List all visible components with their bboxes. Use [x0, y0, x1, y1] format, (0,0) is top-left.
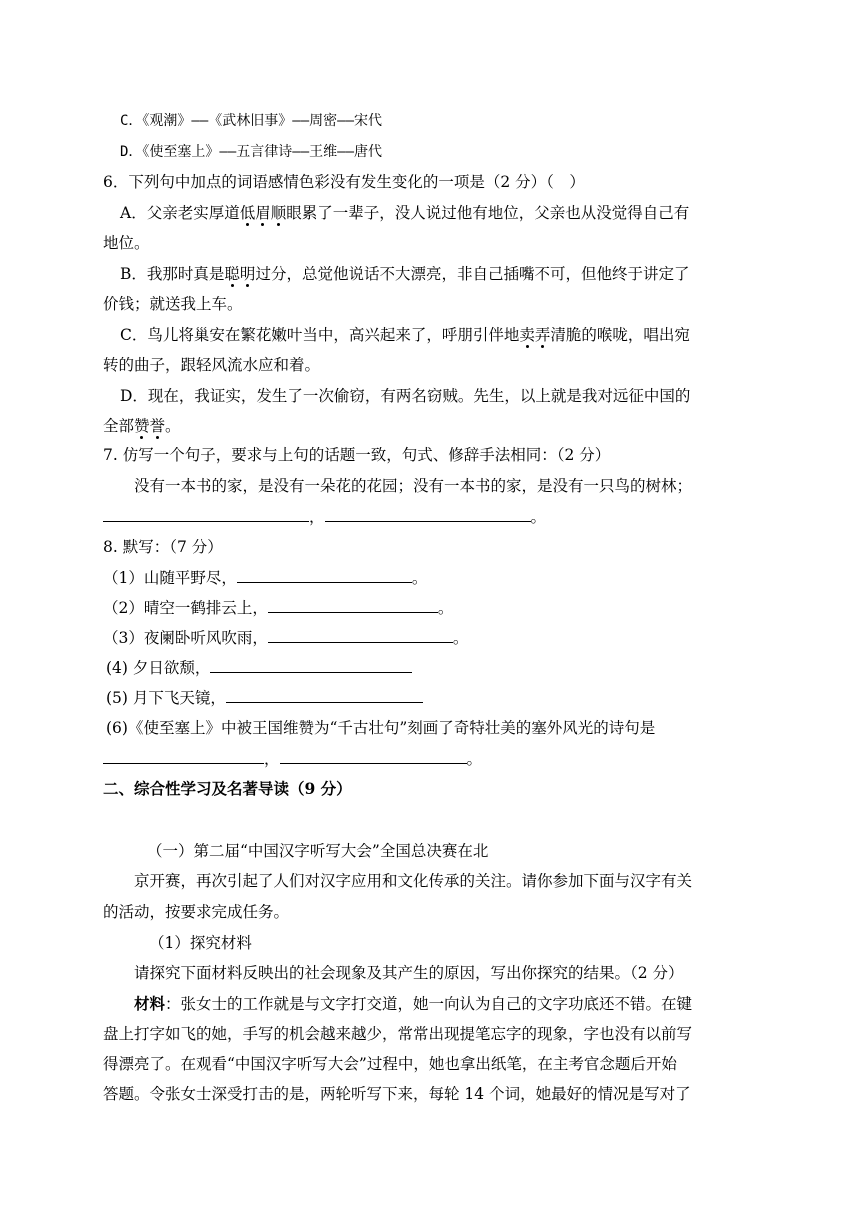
q8-item-6: (6)《使至塞上》中被王国维赞为“千古壮句”刻画了奇特壮美的塞外风光的诗句是	[106, 719, 656, 737]
material-line-3: 得漂亮了。在观看“中国汉字听写大会”过程中，她也拿出纸笔，在主考官念题后开始	[103, 1055, 677, 1073]
emphasis-char: 弄	[534, 326, 551, 344]
answer-blank[interactable]	[268, 598, 438, 613]
q7-answer-line: ， 。	[103, 505, 546, 529]
section-heading: 二、综合性学习及名著导读（9 分）	[103, 779, 352, 798]
q5-option-c: C．《观潮》——《武林旧事》——周密——宋代	[120, 113, 383, 129]
answer-blank[interactable]	[103, 749, 264, 764]
answer-blank[interactable]	[325, 507, 531, 522]
q8-stem: 8. 默写：（7 分）	[103, 538, 223, 556]
emphasis-char: 明	[239, 265, 256, 283]
q6-option-c: C．鸟儿将巢安在繁花嫩叶当中，高兴起来了，呼朋引伴地卖弄清脆的喉咙，唱出宛	[120, 326, 690, 344]
q8-item-5: (5) 月下飞天镜，	[106, 686, 423, 710]
emphasis-dotted-text	[134, 417, 165, 435]
emphasis-char: 赞	[134, 417, 150, 435]
q6-option-a: A．父亲老实厚道低眉顺眼累了一辈子，没人说过他有地位，父亲也从没觉得自己有	[120, 204, 690, 222]
emphasis-dotted-text	[519, 326, 550, 344]
q5-option-d: D．《使至塞上》——五言律诗——王维——唐代	[120, 144, 383, 160]
emphasis-char: 眉	[255, 204, 271, 222]
emphasis-char: 顺	[270, 204, 287, 222]
q8-item-3: （3）夜阑卧听风吹雨， 。	[103, 629, 469, 647]
emphasis-dotted-text	[224, 265, 255, 283]
section2-para-line-2: 京开赛，再次引起了人们对汉字应用和文化传承的关注。请你参加下面与汉字有关	[134, 872, 693, 890]
emphasis-dotted-text	[240, 204, 287, 222]
q6-option-b-cont: 价钱；就送我上车。	[103, 295, 243, 313]
q6-option-b: B．我那时真是聪明过分，总觉他说话不大漂亮，非自己插嘴不可，但他终于讲定了	[120, 265, 690, 283]
answer-blank[interactable]	[210, 658, 412, 673]
q8-item-2: （2）晴空一鹤排云上， 。	[103, 599, 454, 617]
q8-item-4: (4) 夕日欲颓，	[106, 656, 412, 680]
q6-option-d: D．现在，我证实，发生了一次偷窃，有两名窃贼。先生，以上就是我对远征中国的	[120, 387, 691, 405]
material-line-1: 材料：张女士的工作就是与文字打交道，她一向认为自己的文字功底还不错。在键	[134, 994, 693, 1013]
material-label: 材料	[134, 994, 166, 1013]
answer-blank[interactable]	[237, 568, 412, 583]
material-line-4: 答题。令张女士深受打击的是，两轮听写下来，每轮 14 个词，她最好的情况是写对了	[103, 1085, 691, 1103]
q6-option-d-cont: 全部赞誉。	[103, 417, 181, 435]
answer-blank[interactable]	[268, 628, 453, 643]
q6-option-c-cont: 转的曲子，跟轻风流水应和着。	[103, 356, 321, 374]
answer-blank[interactable]	[103, 507, 309, 522]
emphasis-char: 低	[239, 204, 256, 222]
task-instruction: 请探究下面材料反映出的社会现象及其产生的原因，写出你探究的结果。（2 分）	[134, 964, 684, 982]
q8-item-1: （1）山随平野尽， 。	[103, 569, 428, 587]
q6-option-a-cont: 地位。	[103, 234, 150, 252]
q7-stem: 7. 仿写一个句子，要求与上句的话题一致，句式、修辞手法相同：（2 分）	[103, 446, 611, 464]
material-line-2: 盘上打字如飞的她，手写的机会越来越少，常常出现提笔忘字的现象，字也没有以前写	[103, 1025, 693, 1043]
emphasis-char: 誉	[149, 417, 166, 435]
section2-para-line-1: （一）第二届“中国汉字听写大会”全国总决赛在北	[147, 842, 489, 860]
emphasis-char: 卖	[519, 326, 535, 344]
q7-example: 没有一本书的家，是没有一朵花的花园；没有一本书的家，是没有一只鸟的树林；	[134, 477, 693, 495]
answer-blank[interactable]	[226, 688, 423, 703]
q8-item-6-answer-line: ， 。	[103, 747, 482, 771]
emphasis-char: 聪	[224, 265, 240, 283]
q6-stem: 6．下列句中加点的词语感情色彩没有发生变化的一项是（2 分）（ ）	[103, 173, 585, 191]
answer-blank[interactable]	[280, 749, 467, 764]
subsection-title: （1）探究材料	[149, 934, 252, 952]
section2-para-line-3: 的活动，按要求完成任务。	[103, 903, 290, 921]
